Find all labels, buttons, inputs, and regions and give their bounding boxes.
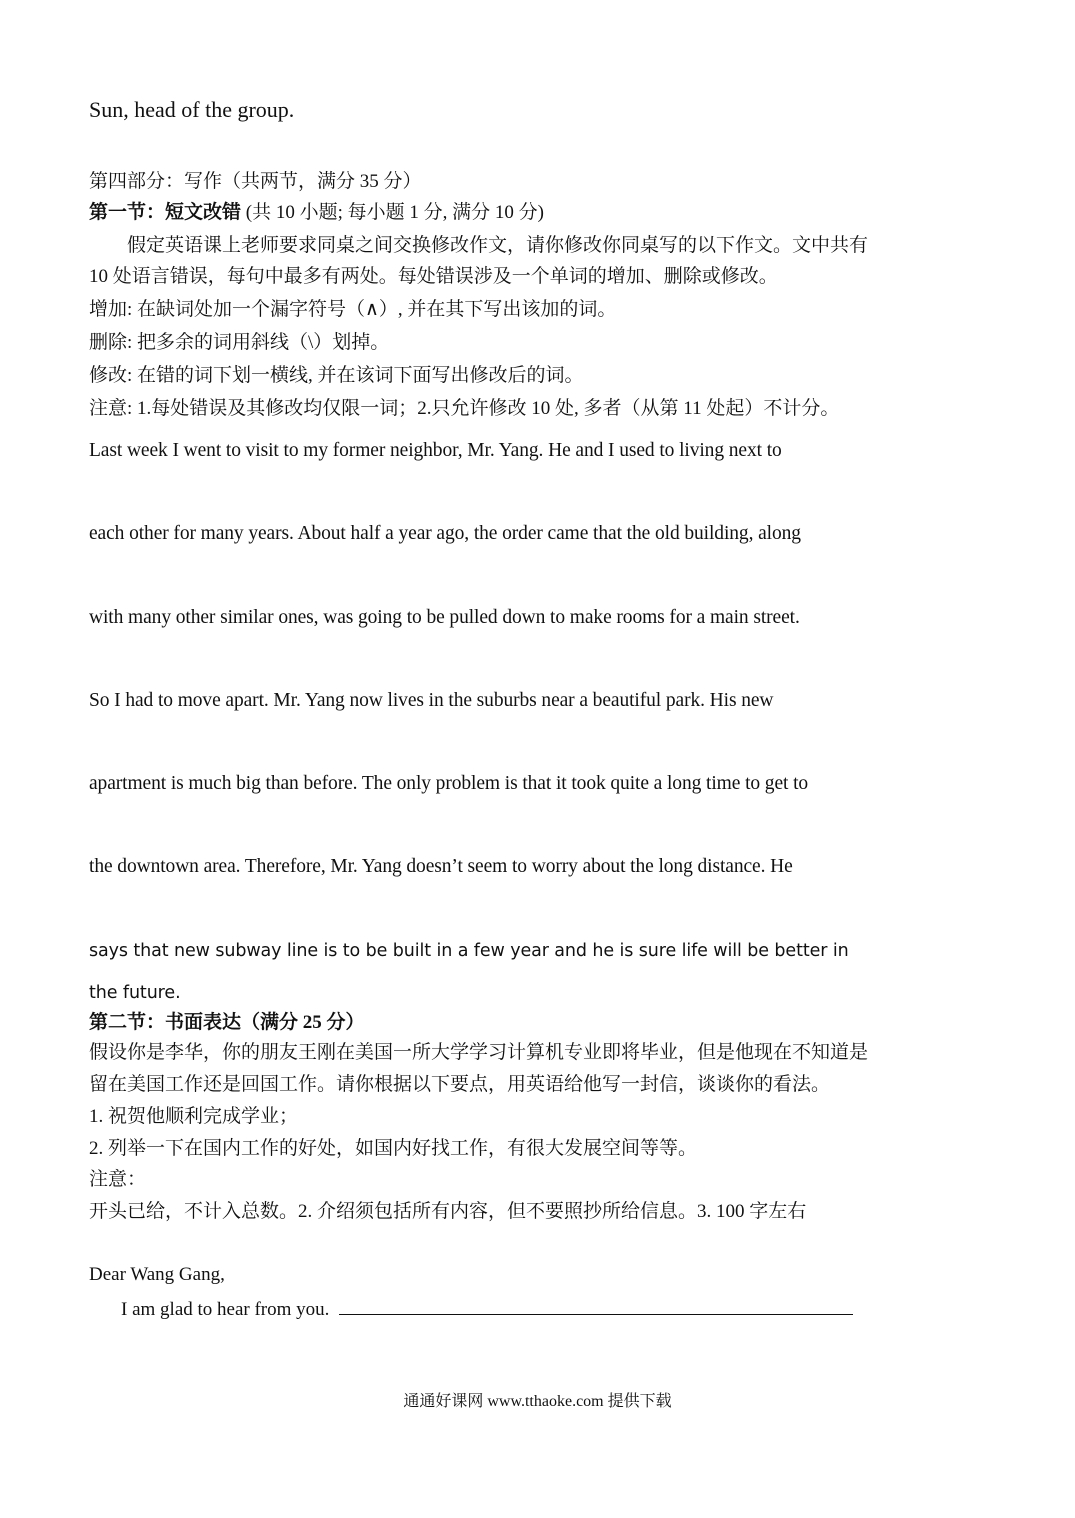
section1-title: 第一节：短文改错 [89, 202, 242, 223]
instruction-note: 注意: 1.每处错误及其修改均仅限一词；2.只允许修改 10 处, 多者（从第 11 处起）不计分。 [89, 398, 840, 419]
part4-heading: 第四部分：写作（共两节，满分 35 分） [89, 171, 422, 192]
instruction-line: 10 处语言错误，每句中最多有两处。每处错误涉及一个单词的增加、删除或修改。 [89, 266, 778, 287]
section2-title: 第二节：书面表达（满分 25 分） [89, 1012, 365, 1033]
essay-line: the downtown area. Therefore, Mr. Yang doesn’t seem to worry about the long distance. He [89, 856, 793, 877]
task-note-label: 注意： [89, 1169, 147, 1190]
essay-line: each other for many years. About half a year ago, the order came that the old building, along [89, 523, 801, 544]
answer-blank[interactable] [339, 1296, 853, 1315]
essay-line: says that new subway line is to be built in a few year and he is sure life will be better in [89, 941, 849, 961]
section1-heading [89, 201, 544, 225]
letter-opening-line [121, 1296, 853, 1322]
page-footer: 通通好课网 www.tthaoke.com 提供下载 [403, 1393, 672, 1410]
task-line: 留在美国工作还是回国工作。请你根据以下要点，用英语给他写一封信，谈谈你的看法。 [89, 1074, 831, 1095]
section1-note: (共 10 小题; 每小题 1 分, 满分 10 分) [241, 202, 544, 223]
instruction-delete: 删除: 把多余的词用斜线（\）划掉。 [89, 332, 390, 353]
task-point-2: 2. 列举一下在国内工作的好处，如国内好找工作，有很大发展空间等等。 [89, 1138, 698, 1159]
task-note: 开头已给，不计入总数。2. 介绍须包括所有内容，但不要照抄所给信息。3. 100 字左右 [89, 1201, 807, 1222]
essay-line: Last week I went to visit to my former neighbor, Mr. Yang. He and I used to living next to [89, 440, 782, 461]
essay-line: apartment is much big than before. The only problem is that it took quite a long time to get to [89, 773, 809, 794]
task-point-1: 1. 祝贺他顺利完成学业； [89, 1106, 299, 1127]
letter-salutation: Dear Wang Gang, [89, 1264, 225, 1285]
instruction-modify: 修改: 在错的词下划一横线, 并在该词下面写出修改后的词。 [89, 365, 584, 386]
instruction-add: 增加: 在缺词处加一个漏字符号（∧）, 并在其下写出该加的词。 [89, 299, 617, 320]
letter-opening: I am glad to hear from you. [121, 1299, 330, 1320]
essay-line: with many other similar ones, was going to be pulled down to make rooms for a main street. [89, 607, 800, 628]
essay-line: the future. [89, 983, 181, 1003]
essay-line: So I had to move apart. Mr. Yang now lives in the suburbs near a beautiful park. His new [89, 690, 774, 711]
instruction-line: 假定英语课上老师要求同桌之间交换修改作文，请你修改你同桌写的以下作文。文中共有 [127, 235, 869, 256]
task-line: 假设你是李华，你的朋友王刚在美国一所大学学习计算机专业即将毕业，但是他现在不知道是 [89, 1042, 869, 1063]
intro-line: Sun, head of the group. [89, 97, 295, 122]
